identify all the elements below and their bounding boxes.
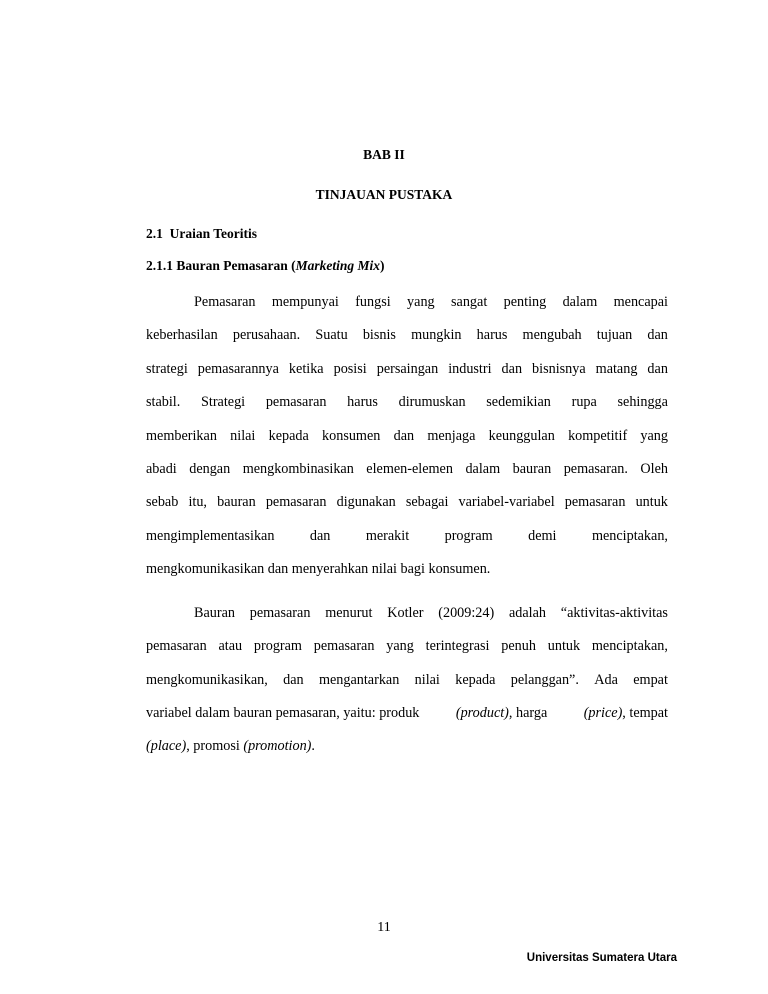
paragraph-line — [146, 527, 668, 545]
paragraph-line — [146, 637, 668, 655]
word: bauran — [217, 494, 256, 510]
word: atau — [218, 638, 243, 654]
word: strategi — [146, 361, 188, 377]
word: untuk — [547, 638, 581, 654]
word: dengan — [189, 461, 231, 477]
word: mengimplementasikan — [146, 528, 275, 544]
word: itu, — [188, 494, 207, 510]
word: mungkin — [411, 327, 462, 343]
word: persaingan — [376, 361, 439, 377]
italic-term: (price) — [583, 705, 623, 721]
subsection-italic: Marketing Mix — [295, 258, 381, 273]
word: bauran — [512, 461, 552, 477]
word: nilai — [230, 428, 256, 444]
word: tujuan — [596, 327, 633, 343]
word: digunakan — [336, 494, 396, 510]
word: menjaga — [427, 428, 476, 444]
word: mengantarkan — [318, 672, 400, 688]
word: menurut — [325, 605, 373, 621]
word: kepada — [268, 428, 309, 444]
text: , tempat — [622, 705, 668, 721]
word: mengkombinasikan — [242, 461, 354, 477]
word: empat — [633, 672, 668, 688]
chapter-label: BAB II — [363, 147, 405, 162]
word: dalam — [562, 294, 598, 310]
paragraph-line — [146, 704, 668, 722]
section-title: Uraian Teoritis — [169, 226, 258, 241]
word: sedemikian — [486, 394, 551, 410]
word: keunggulan — [488, 428, 555, 444]
word: dan — [393, 428, 415, 444]
word: pemasaran. — [563, 461, 628, 477]
subsection-heading — [146, 258, 385, 274]
word: pemasaran — [265, 494, 327, 510]
word: Ada — [594, 672, 618, 688]
word: konsumen — [322, 428, 381, 444]
word: pelanggan”. — [510, 672, 579, 688]
word: dan — [501, 361, 523, 377]
section-number: 2.1 — [146, 226, 163, 241]
word: penuh — [501, 638, 536, 654]
word: terintegrasi — [425, 638, 490, 654]
word: mencapai — [613, 294, 668, 310]
word: penting — [503, 294, 547, 310]
section-heading — [146, 226, 257, 242]
page-number: 11 — [377, 920, 391, 935]
paragraph-line — [146, 493, 668, 511]
paragraph-line — [146, 737, 668, 755]
word: merakit — [365, 528, 410, 544]
word: industri — [448, 361, 492, 377]
subsection-prefix: 2.1.1 Bauran Pemasaran ( — [146, 258, 296, 273]
word: ketika — [288, 361, 324, 377]
word: pemasarannya — [197, 361, 279, 377]
word: dan — [309, 528, 331, 544]
word: keberhasilan — [146, 327, 218, 343]
word: pemasaran — [146, 638, 207, 654]
word: sebab — [146, 494, 179, 510]
word: dirumuskan — [398, 394, 466, 410]
footer-institution: Universitas Sumatera Utara — [526, 952, 677, 964]
word: mengubah — [522, 327, 582, 343]
word: yang — [407, 294, 435, 310]
text: , promosi — [186, 738, 240, 754]
text: . — [311, 738, 315, 754]
word: stabil. — [146, 394, 181, 410]
word: dalam — [465, 461, 501, 477]
paragraph-line — [194, 293, 668, 311]
word: pemasaran — [564, 494, 626, 510]
word: rupa — [571, 394, 597, 410]
italic-term: (product) — [455, 705, 509, 721]
word: dan — [647, 327, 668, 343]
word: yang — [386, 638, 414, 654]
word: Strategi — [200, 394, 246, 410]
word: bisnisnya — [532, 361, 586, 377]
text: variabel dalam bauran pemasaran, yaitu: produk — [146, 705, 420, 721]
text: , harga — [508, 705, 548, 721]
word: abadi — [146, 461, 177, 477]
word: variabel-variabel — [458, 494, 555, 510]
word: mengkomunikasikan, — [146, 672, 268, 688]
word: Oleh — [640, 461, 668, 477]
word: kepada — [455, 672, 496, 688]
word: pemasaran — [265, 394, 327, 410]
word: sebagai — [405, 494, 449, 510]
word: sangat — [451, 294, 488, 310]
word: pemasaran — [313, 638, 375, 654]
word: elemen-elemen — [366, 461, 453, 477]
italic-term: (place) — [146, 738, 187, 754]
word: bisnis — [362, 327, 396, 343]
word: mempunyai — [271, 294, 339, 310]
word: pemasaran — [249, 605, 311, 621]
word: perusahaan. — [232, 327, 301, 343]
paragraph-line — [146, 460, 668, 478]
paragraph-line — [146, 393, 668, 411]
word: demi — [528, 528, 557, 544]
word: Bauran — [194, 605, 235, 621]
word: program — [444, 528, 493, 544]
word: program — [253, 638, 302, 654]
paragraph-line — [194, 604, 668, 622]
word: untuk — [635, 494, 668, 510]
paragraph-line: mengkomunikasikan dan menyerahkan nilai bagi konsumen. — [146, 561, 491, 577]
word: kompetitif — [568, 428, 628, 444]
word: menciptakan, — [591, 528, 668, 544]
paragraph-line — [146, 671, 668, 689]
paragraph-line — [146, 360, 668, 378]
paragraph-line — [146, 427, 668, 445]
word: memberikan — [146, 428, 217, 444]
italic-term: (promotion) — [243, 738, 312, 754]
word: dan — [647, 361, 668, 377]
word: adalah — [508, 605, 547, 621]
paragraph-line — [146, 326, 668, 344]
word: menciptakan, — [591, 638, 668, 654]
subsection-suffix: ) — [380, 258, 385, 273]
word: sehingga — [617, 394, 668, 410]
word: Suatu — [315, 327, 348, 343]
word: fungsi — [355, 294, 391, 310]
word: Kotler — [387, 605, 424, 621]
word: harus — [476, 327, 508, 343]
word: (2009:24) — [438, 605, 495, 621]
word: posisi — [333, 361, 367, 377]
word: yang — [640, 428, 668, 444]
chapter-title: TINJAUAN PUSTAKA — [315, 187, 453, 202]
word: nilai — [414, 672, 440, 688]
word: matang — [595, 361, 638, 377]
word: harus — [347, 394, 378, 410]
word: dan — [283, 672, 304, 688]
word: “aktivitas-aktivitas — [560, 605, 668, 621]
word: Pemasaran — [194, 294, 256, 310]
